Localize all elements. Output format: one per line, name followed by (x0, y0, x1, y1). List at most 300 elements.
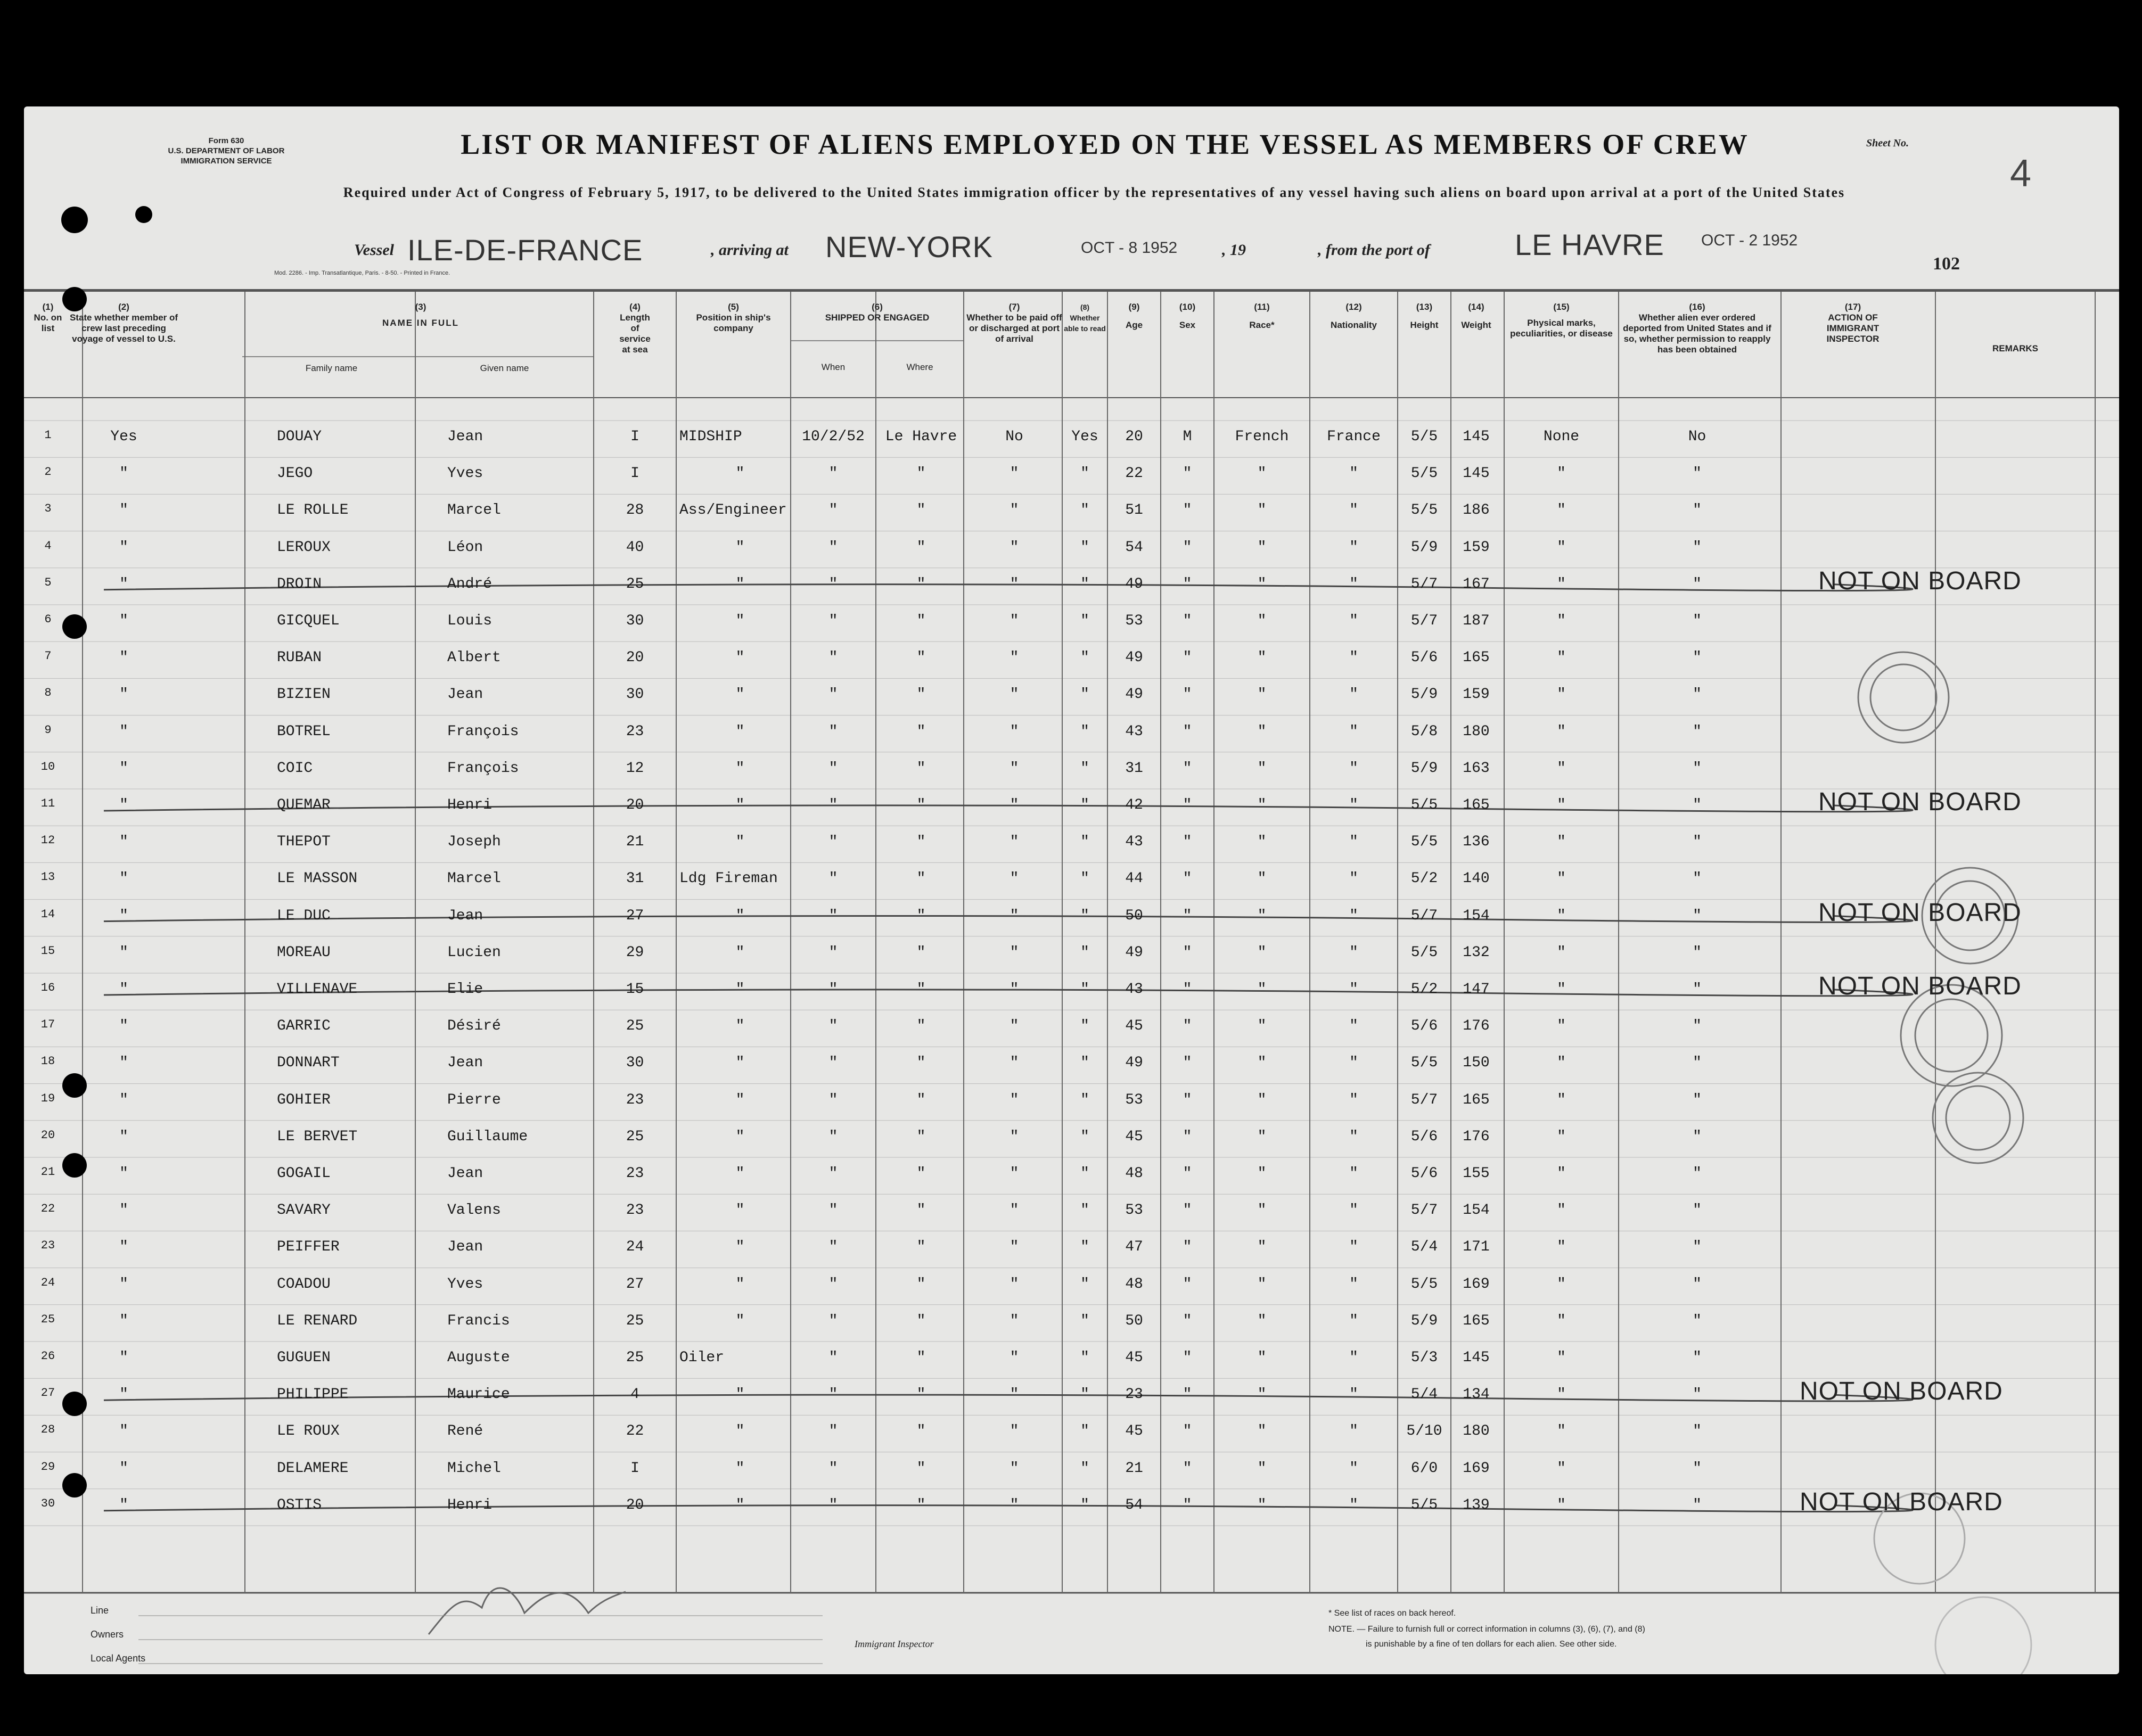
cell-height: 5/8 (1410, 723, 1438, 740)
cell-prev: Yes (110, 429, 137, 445)
cell-given: Henri (447, 797, 493, 813)
cell-prev: " (119, 1423, 128, 1440)
cell-when: " (828, 723, 838, 740)
cell-service: 21 (626, 834, 644, 851)
cell-position: " (735, 760, 745, 777)
cell-paid: " (1010, 1202, 1019, 1219)
cell-deported: " (1693, 834, 1702, 851)
cell-marks: " (1557, 944, 1566, 961)
cell-marks: " (1557, 1276, 1566, 1293)
cell-service: 25 (626, 575, 644, 593)
cell-position: " (735, 1055, 745, 1072)
cell-read: " (1080, 1386, 1089, 1403)
cell-height: 5/5 (1410, 429, 1438, 445)
cell-paid: " (1010, 907, 1019, 924)
cell-age: 48 (1125, 1165, 1143, 1182)
punch-hole (62, 1073, 87, 1098)
when-header: When (821, 362, 846, 372)
cell-age: 50 (1125, 1312, 1143, 1329)
cell-age: 53 (1125, 1091, 1143, 1108)
cell-position: " (735, 944, 745, 961)
cell-paid: " (1010, 944, 1019, 961)
cell-given: Lucien (447, 944, 501, 961)
cell-read: " (1080, 760, 1089, 777)
cell-weight: 145 (1463, 429, 1490, 445)
cell-no: 3 (44, 502, 52, 516)
cell-when: " (828, 1312, 838, 1329)
cell-deported: " (1693, 870, 1702, 887)
penalty-note: NOTE. — Failure to furnish full or correct information in columns (3), (6), (7), and (8) (1328, 1625, 1645, 1634)
cell-nationality: " (1349, 575, 1358, 593)
cell-prev: " (119, 1460, 128, 1477)
col3-header: (3) NAME IN FULL (382, 302, 459, 328)
cell-height: 5/7 (1410, 1202, 1438, 1219)
cell-service: 28 (626, 502, 644, 519)
cell-race: " (1257, 1460, 1267, 1477)
cell-family: LE ROLLE (277, 502, 349, 519)
cell-weight: 134 (1463, 1386, 1490, 1403)
cell-service: 4 (630, 1386, 639, 1403)
cell-where: " (916, 575, 926, 593)
cell-given: François (447, 760, 519, 777)
cell-position: " (735, 1018, 745, 1035)
cell-sex: " (1183, 870, 1192, 887)
cell-sex: " (1183, 1202, 1192, 1219)
cell-given: Jean (447, 1165, 483, 1182)
col16-header: (16) Whether alien ever ordered deported from United States and if so, whether permission to reapply has been obtained (1623, 302, 1771, 355)
cell-marks: " (1557, 797, 1566, 813)
cell-height: 5/6 (1410, 1018, 1438, 1035)
cell-nationality: " (1349, 1496, 1358, 1513)
cell-marks: None (1543, 429, 1580, 445)
cell-paid: " (1010, 1128, 1019, 1145)
cell-position: " (735, 465, 745, 482)
cell-read: " (1080, 1350, 1089, 1366)
cell-race: " (1257, 1165, 1267, 1182)
cell-when: " (828, 1350, 838, 1366)
cell-family: THEPOT (277, 834, 331, 851)
remarks-header: REMARKS (1992, 343, 2038, 353)
cell-nationality: " (1349, 502, 1358, 519)
cell-service: 29 (626, 944, 644, 961)
cell-height: 5/6 (1410, 1165, 1438, 1182)
cell-family: SAVARY (277, 1202, 331, 1219)
cell-sex: " (1183, 1312, 1192, 1329)
cell-family: LE BERVET (277, 1128, 358, 1145)
cell-sex: " (1183, 502, 1192, 519)
cell-nationality: " (1349, 834, 1358, 851)
cell-sex: " (1183, 1496, 1192, 1513)
cell-where: " (916, 1018, 926, 1035)
where-header: Where (906, 362, 933, 372)
cell-height: 5/9 (1410, 686, 1438, 703)
cell-paid: " (1010, 1312, 1019, 1329)
cell-age: 31 (1125, 760, 1143, 777)
cell-race: " (1257, 465, 1267, 482)
punch-hole (62, 1392, 87, 1416)
cell-service: 27 (626, 1276, 644, 1293)
cell-family: DONNART (277, 1055, 340, 1072)
cell-where: " (916, 649, 926, 667)
cell-position: " (735, 1239, 745, 1256)
cell-prev: " (119, 870, 128, 887)
form-number: Form 630 (208, 136, 244, 145)
cell-read: " (1080, 1312, 1089, 1329)
cell-weight: 165 (1463, 1312, 1490, 1329)
cell-when: " (828, 1276, 838, 1293)
cell-given: Maurice (447, 1386, 510, 1403)
cell-where: " (916, 686, 926, 703)
cell-family: GICQUEL (277, 613, 340, 629)
cell-prev: " (119, 465, 128, 482)
cell-sex: " (1183, 944, 1192, 961)
cell-service: 25 (626, 1018, 644, 1035)
cell-given: Désiré (447, 1018, 501, 1035)
cell-read: " (1080, 686, 1089, 703)
cell-prev: " (119, 907, 128, 924)
cell-when: " (828, 1091, 838, 1108)
arrival-date: OCT - 8 1952 (1081, 239, 1178, 257)
cell-no: 28 (40, 1423, 55, 1437)
cell-sex: " (1183, 613, 1192, 629)
cell-given: Pierre (447, 1091, 501, 1108)
manifest-sheet (24, 106, 2119, 1674)
cell-where: " (916, 981, 926, 998)
cell-sex: " (1183, 1018, 1192, 1035)
cell-height: 5/10 (1406, 1423, 1442, 1440)
cell-service: 23 (626, 1202, 644, 1219)
cell-given: Elie (447, 981, 483, 998)
col13-header: (13) Height (1410, 302, 1439, 330)
cell-height: 5/7 (1410, 907, 1438, 924)
cell-race: " (1257, 1496, 1267, 1513)
cell-no: 4 (44, 539, 52, 553)
cell-family: GUGUEN (277, 1350, 331, 1366)
cell-given: Jean (447, 1055, 483, 1072)
cell-age: 49 (1125, 575, 1143, 593)
cell-weight: 147 (1463, 981, 1490, 998)
col15-header: (15) Physical marks, peculiarities, or disease (1510, 302, 1613, 339)
cell-family: LE DUC (277, 907, 331, 924)
cell-nationality: " (1349, 1239, 1358, 1256)
cell-weight: 165 (1463, 649, 1490, 667)
cell-when: " (828, 1496, 838, 1513)
cell-height: 5/7 (1410, 613, 1438, 629)
cell-paid: " (1010, 1423, 1019, 1440)
cell-prev: " (119, 1496, 128, 1513)
cell-service: 27 (626, 907, 644, 924)
cell-given: Guillaume (447, 1128, 528, 1145)
not-on-board-stamp: NOT ON BOARD (1818, 566, 2022, 595)
cell-position: " (735, 1386, 745, 1403)
cell-service: 20 (626, 797, 644, 813)
department-name: U.S. DEPARTMENT OF LABOR (168, 146, 285, 155)
cell-age: 43 (1125, 834, 1143, 851)
cell-height: 5/2 (1410, 870, 1438, 887)
cell-weight: 169 (1463, 1276, 1490, 1293)
cell-family: DOUAY (277, 429, 322, 445)
cell-deported: " (1693, 907, 1702, 924)
col8-header: (8) Whether able to read (1064, 303, 1106, 333)
cell-no: 17 (40, 1018, 55, 1032)
cell-family: PEIFFER (277, 1239, 340, 1256)
cell-no: 14 (40, 907, 55, 921)
cell-nationality: " (1349, 944, 1358, 961)
cell-service: 25 (626, 1312, 644, 1329)
cell-race: " (1257, 686, 1267, 703)
cell-read: " (1080, 907, 1089, 924)
cell-deported: " (1693, 649, 1702, 667)
cell-when: " (828, 539, 838, 556)
cell-when: " (828, 1386, 838, 1403)
cell-when: " (828, 686, 838, 703)
cell-height: 5/7 (1410, 575, 1438, 593)
cell-family: GARRIC (277, 1018, 331, 1035)
cell-prev: " (119, 1312, 128, 1329)
cell-family: GOHIER (277, 1091, 331, 1108)
cell-paid: " (1010, 760, 1019, 777)
cell-no: 1 (44, 429, 52, 442)
cell-family: GOGAIL (277, 1165, 331, 1182)
year-label: , 19 (1222, 241, 1246, 259)
cell-marks: " (1557, 907, 1566, 924)
cell-family: VILLENAVE (277, 981, 358, 998)
cell-where: " (916, 797, 926, 813)
cell-marks: " (1557, 1496, 1566, 1513)
cell-read: " (1080, 1018, 1089, 1035)
cell-marks: " (1557, 1350, 1566, 1366)
cell-deported: " (1693, 797, 1702, 813)
cell-given: Marcel (447, 502, 501, 519)
cell-nationality: " (1349, 797, 1358, 813)
cell-position: " (735, 1091, 745, 1108)
cell-marks: " (1557, 539, 1566, 556)
cell-weight: 145 (1463, 1350, 1490, 1366)
col17-header: (17) ACTION OF IMMIGRANT INSPECTOR (1826, 302, 1880, 344)
cell-weight: 159 (1463, 539, 1490, 556)
cell-read: " (1080, 944, 1089, 961)
cell-position: " (735, 1276, 745, 1293)
cell-weight: 165 (1463, 797, 1490, 813)
cell-paid: " (1010, 1386, 1019, 1403)
col9-header: (9) Age (1125, 302, 1143, 330)
cell-given: André (447, 575, 493, 593)
cell-family: PHILIPPE (277, 1386, 349, 1403)
service-name: IMMIGRATION SERVICE (180, 157, 272, 166)
cell-read: " (1080, 1055, 1089, 1072)
cell-position: Ldg Fireman (679, 870, 778, 887)
cell-deported: " (1693, 723, 1702, 740)
cell-weight: 180 (1463, 723, 1490, 740)
cell-nationality: " (1349, 1128, 1358, 1145)
cell-race: " (1257, 944, 1267, 961)
cell-where: " (916, 1496, 926, 1513)
cell-where: " (916, 465, 926, 482)
cell-when: " (828, 760, 838, 777)
cell-where: " (916, 1386, 926, 1403)
cell-race: " (1257, 1202, 1267, 1219)
cell-prev: " (119, 1239, 128, 1256)
cell-age: 49 (1125, 686, 1143, 703)
cell-height: 5/6 (1410, 649, 1438, 667)
cell-nationality: " (1349, 1460, 1358, 1477)
cell-weight: 159 (1463, 686, 1490, 703)
cell-height: 5/3 (1410, 1350, 1438, 1366)
cell-no: 25 (40, 1312, 55, 1326)
cell-nationality: " (1349, 981, 1358, 998)
cell-deported: " (1693, 944, 1702, 961)
cell-family: DELAMERE (277, 1460, 349, 1477)
cell-given: René (447, 1423, 483, 1440)
cell-prev: " (119, 539, 128, 556)
cell-position: Oiler (679, 1350, 725, 1366)
cell-race: " (1257, 1091, 1267, 1108)
cell-height: 5/5 (1410, 465, 1438, 482)
cell-marks: " (1557, 1460, 1566, 1477)
cell-weight: 132 (1463, 944, 1490, 961)
cell-where: " (916, 760, 926, 777)
cell-marks: " (1557, 1312, 1566, 1329)
cell-read: " (1080, 1276, 1089, 1293)
cell-service: 12 (626, 760, 644, 777)
cell-deported: " (1693, 1350, 1702, 1366)
cell-service: 20 (626, 1496, 644, 1513)
cell-when: " (828, 1018, 838, 1035)
cell-paid: " (1010, 686, 1019, 703)
cell-sex: " (1183, 907, 1192, 924)
cell-race: " (1257, 1055, 1267, 1072)
cell-paid: " (1010, 1018, 1019, 1035)
cell-read: " (1080, 502, 1089, 519)
cell-prev: " (119, 797, 128, 813)
cell-age: 51 (1125, 502, 1143, 519)
cell-weight: 169 (1463, 1460, 1490, 1477)
races-note: * See list of races on back hereof. (1328, 1609, 1456, 1618)
cell-marks: " (1557, 723, 1566, 740)
cell-when: " (828, 981, 838, 998)
col1-header: (1) No. on list (34, 302, 62, 333)
cell-height: 5/5 (1410, 1055, 1438, 1072)
cell-nationality: France (1327, 429, 1381, 445)
cell-when: " (828, 613, 838, 629)
cell-where: " (916, 723, 926, 740)
punch-hole (135, 206, 152, 223)
cell-read: " (1080, 1128, 1089, 1145)
cell-paid: " (1010, 1496, 1019, 1513)
cell-service: 20 (626, 649, 644, 667)
cell-nationality: " (1349, 723, 1358, 740)
cell-marks: " (1557, 1239, 1566, 1256)
cell-sex: " (1183, 1239, 1192, 1256)
cell-given: Louis (447, 613, 493, 629)
cell-race: " (1257, 1312, 1267, 1329)
cell-age: 54 (1125, 1496, 1143, 1513)
cell-given: Marcel (447, 870, 501, 887)
punch-hole (62, 1473, 87, 1498)
cell-service: 24 (626, 1239, 644, 1256)
cell-read: " (1080, 834, 1089, 851)
cell-no: 26 (40, 1350, 55, 1363)
vessel-label: Vessel (354, 241, 394, 259)
cell-deported: " (1693, 502, 1702, 519)
cell-no: 21 (40, 1165, 55, 1179)
cell-given: Léon (447, 539, 483, 556)
cell-read: " (1080, 465, 1089, 482)
cell-nationality: " (1349, 649, 1358, 667)
cell-prev: " (119, 1091, 128, 1108)
cell-given: Valens (447, 1202, 501, 1219)
cell-nationality: " (1349, 907, 1358, 924)
cell-prev: " (119, 981, 128, 998)
cell-service: I (630, 429, 639, 445)
cell-race: " (1257, 797, 1267, 813)
not-on-board-stamp: NOT ON BOARD (1818, 788, 2022, 816)
cell-age: 50 (1125, 907, 1143, 924)
cell-weight: 154 (1463, 1202, 1490, 1219)
cell-sex: " (1183, 797, 1192, 813)
cell-position: " (735, 613, 745, 629)
cell-paid: " (1010, 834, 1019, 851)
cell-position: " (735, 686, 745, 703)
cell-marks: " (1557, 834, 1566, 851)
cell-height: 5/5 (1410, 502, 1438, 519)
cell-nationality: " (1349, 1165, 1358, 1182)
cell-where: " (916, 502, 926, 519)
cell-position: " (735, 575, 745, 593)
col12-header: (12) Nationality (1331, 302, 1377, 330)
cell-paid: " (1010, 1460, 1019, 1477)
cell-height: 5/4 (1410, 1239, 1438, 1256)
cell-no: 30 (40, 1496, 55, 1510)
cell-when: " (828, 1165, 838, 1182)
cell-when: " (828, 870, 838, 887)
cell-marks: " (1557, 649, 1566, 667)
cell-age: 45 (1125, 1018, 1143, 1035)
cell-deported: " (1693, 1312, 1702, 1329)
cell-weight: 171 (1463, 1239, 1490, 1256)
cell-position: MIDSHIP (679, 429, 742, 445)
cell-age: 22 (1125, 465, 1143, 482)
cell-paid: " (1010, 981, 1019, 998)
cell-sex: " (1183, 575, 1192, 593)
col10-header: (10) Sex (1179, 302, 1196, 330)
cell-paid: " (1010, 797, 1019, 813)
col7-header: (7) Whether to be paid off or discharged at port of arrival (966, 302, 1062, 344)
punch-hole (62, 614, 87, 639)
cell-nationality: " (1349, 1386, 1358, 1403)
cell-age: 53 (1125, 613, 1143, 629)
cell-race: " (1257, 834, 1267, 851)
cell-marks: " (1557, 1128, 1566, 1145)
cell-no: 29 (40, 1460, 55, 1474)
cell-position: " (735, 1165, 745, 1182)
col5-header: (5) Position in ship's company (696, 302, 771, 333)
cell-service: I (630, 1460, 639, 1477)
cell-age: 44 (1125, 870, 1143, 887)
cell-deported: " (1693, 1386, 1702, 1403)
cell-prev: " (119, 834, 128, 851)
cell-sex: " (1183, 1423, 1192, 1440)
cell-prev: " (119, 502, 128, 519)
cell-where: " (916, 834, 926, 851)
cell-marks: " (1557, 465, 1566, 482)
cell-family: DROIN (277, 575, 322, 593)
cell-sex: " (1183, 539, 1192, 556)
cell-deported: " (1693, 613, 1702, 629)
cell-weight: 140 (1463, 870, 1490, 887)
cell-position: " (735, 649, 745, 667)
col14-header: (14) Weight (1461, 302, 1491, 330)
